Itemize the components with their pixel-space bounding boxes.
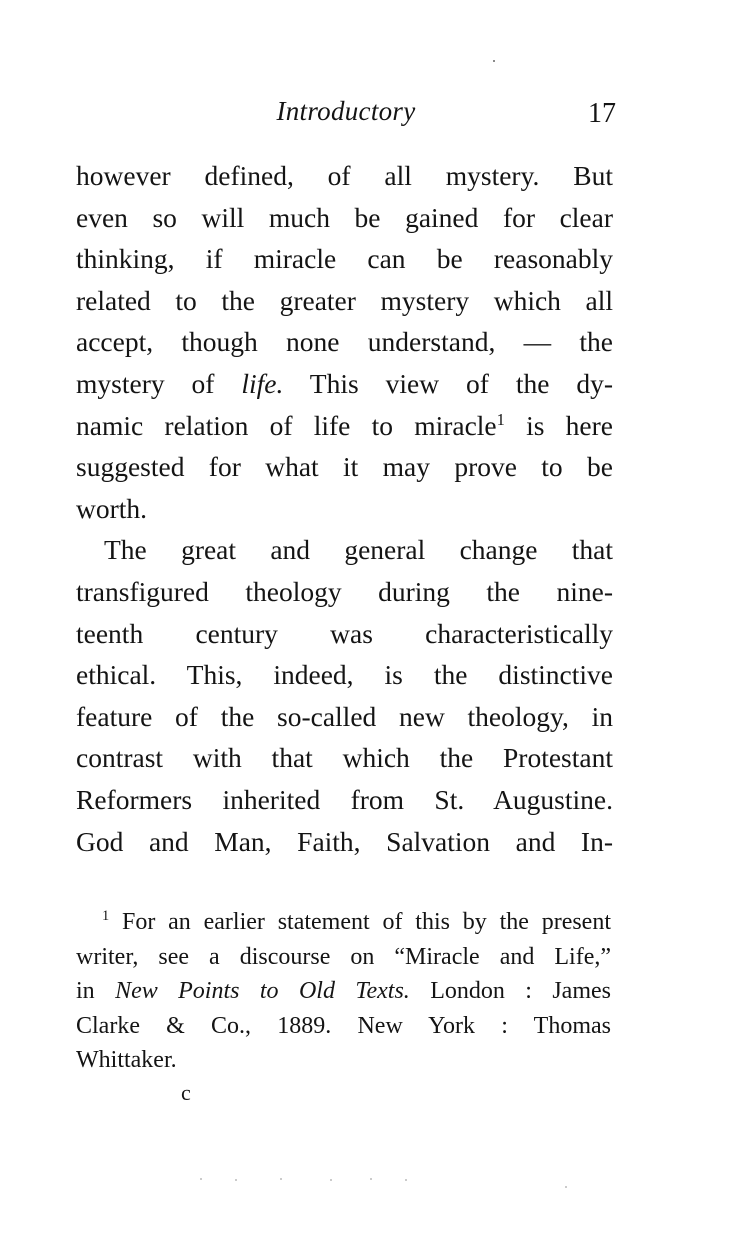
footnote-line: Clarke & Co., 1889. New York : Thomas — [76, 1012, 611, 1039]
text-line: worth. — [76, 492, 148, 524]
text-fragment: is here — [504, 409, 613, 441]
footnote-line: Whittaker. — [76, 1047, 177, 1073]
text-line: contrast with that which the Protestant — [76, 742, 613, 774]
text-fragment: London : James — [409, 978, 611, 1004]
signature-mark: c — [181, 1080, 191, 1105]
footnote-line — [76, 905, 611, 940]
scan-speck — [405, 1179, 407, 1181]
text-line: God and Man, Faith, Salvation and In- — [76, 825, 613, 857]
text-fragment: in — [76, 978, 116, 1004]
scan-speck — [280, 1178, 282, 1180]
footnote-marker: 1 — [102, 908, 110, 924]
scan-speck — [330, 1179, 332, 1181]
text-line: teenth century was characteristically — [76, 617, 613, 649]
text-line: however defined, of all mystery. But — [76, 160, 613, 191]
text-line: related to the greater mystery which all — [76, 284, 613, 316]
running-head — [76, 96, 616, 136]
page-number: 17 — [588, 98, 616, 129]
text-line: thinking, if miracle can be reasonably — [76, 243, 613, 275]
footnote — [76, 905, 611, 1078]
footnote-line: writer, see a discourse on “Miracle and Life,” — [76, 943, 611, 970]
scan-speck — [235, 1179, 237, 1181]
text-line: feature of the so-called new theology, in — [76, 700, 613, 732]
text-line: ethical. This, indeed, is the distinctive — [76, 659, 613, 691]
text-line — [76, 405, 613, 447]
text-fragment: mystery of — [76, 367, 242, 399]
paragraph-1 — [76, 155, 613, 529]
scan-speck — [370, 1178, 372, 1180]
text-fragment: For an earlier statement of this by the present — [109, 909, 611, 935]
text-line: suggested for what it may prove to be — [76, 451, 613, 483]
text-fragment: namic relation of life to miracle — [76, 409, 497, 441]
text-line: transfigured theology during the nine- — [76, 575, 613, 607]
text-fragment: This view of the dy- — [283, 367, 613, 399]
italic-word: life. — [241, 367, 284, 399]
text-line: even so will much be gained for clear — [76, 201, 613, 233]
paragraph-2 — [76, 529, 613, 862]
text-line — [76, 363, 613, 405]
scan-speck — [200, 1178, 202, 1180]
body-text — [76, 155, 613, 862]
scan-speck — [565, 1186, 567, 1188]
text-line: Reformers inherited from St. Augustine. — [76, 783, 613, 815]
footnote-line — [76, 974, 611, 1009]
text-line: The great and general change that — [104, 534, 613, 566]
scan-speck — [493, 60, 495, 62]
text-line: accept, though none understand, — the — [76, 326, 613, 358]
footnote-reference: 1 — [496, 409, 505, 429]
running-head-title: Introductory — [276, 96, 416, 126]
italic-title: New Points to Old Texts. — [115, 978, 410, 1004]
